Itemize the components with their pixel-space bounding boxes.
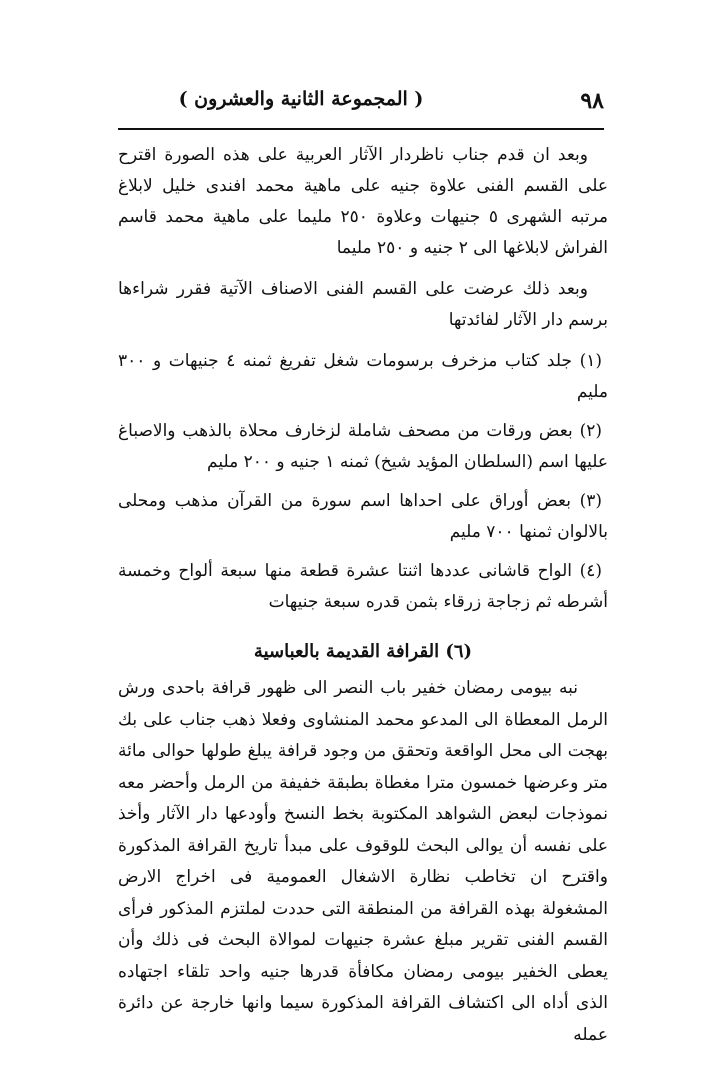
list-item-4: (٤) الواح قاشانى عددها اثنتا عشرة قطعة منها سبعة ألواح وخمسة أشرطه ثم زجاجة زرقاء بثمن قدره سبعة جنيهات	[118, 561, 608, 612]
list-item-3: (٣) بعض أوراق على احداها اسم سورة من القرآن مذهب ومحلى بالالوان ثمنها ٧٠٠ مليم	[118, 491, 608, 542]
page-number: ٩٨	[580, 88, 604, 114]
section-body: نبه بيومى رمضان خفير باب النصر الى ظهور قرافة باحدى ورش الرمل المعطاة الى المدعو محمد المنشاوى وفعلا ذهب جناب على بك بهجت الى محل الواقعة وتحقق من وجود قرافة يبلغ طولها حوالى مائة متر وعرضها خمسون مترا مغطاة بطبقة خفيفة من الرمل وأحضر معه نموذجات لبعض الشواهد المكتوبة بخط النسخ وأودعها دار الآثار وأخذ على نفسه أن يوالى البحث للوقوف على مبدأ تاريخ القرافة المذكورة واقترح ان تخاطب نظارة الاشغال العمومية فى اخراج الارض المشغولة بهذه القرافة من المنطقة التى حددت لملتزم المذكور فرأى القسم الفنى تقرير مبلغ عشرة جنيهات لموالاة البحث فى ذلك وأن يعطى الخفير بيومى رمضان مكافأة قدرها جنيه واحد تلقاء اجتهاده الذى أداه الى اكتشاف القرافة المذكورة سيما وانها خارجة عن دائرة عمله	[118, 678, 608, 1045]
list-item-1: (١) جلد كتاب مزخرف برسومات شغل تفريغ ثمنه ٤ جنيهات و ٣٠٠ مليم	[118, 351, 608, 402]
paragraph-items-intro: وبعد ذلك عرضت على القسم الفنى الاصناف الآتية فقرر شراءها برسم دار الآثار لفائدتها	[118, 279, 608, 330]
page-header	[118, 86, 604, 120]
header-rule	[118, 128, 604, 130]
list-item-2: (٢) بعض ورقات من مصحف شاملة لزخارف محلاة بالذهب والاصباغ عليها اسم (السلطان المؤيد شيخ) ثمنه ١ جنيه و ٢٠٠ مليم	[118, 421, 608, 472]
running-title: ( المجموعة الثانية والعشرون )	[178, 88, 424, 110]
section-heading: (٦) القرافة القديمة بالعباسية	[253, 641, 473, 662]
page-body	[118, 140, 608, 1051]
paragraph-proposal: وبعد ان قدم جناب ناظردار الآثار العربية على هذه الصورة اقترح على القسم الفنى علاوة جنيه على ماهية محمد افندى خليل لابلاغ مرتبه الشهرى ٥ جنيهات وعلاوة ٢٥٠ مليما على ماهية محمد قاسم الفراش لابلاغها الى ٢ جنيه و ٢٥٠ مليما	[118, 145, 608, 258]
